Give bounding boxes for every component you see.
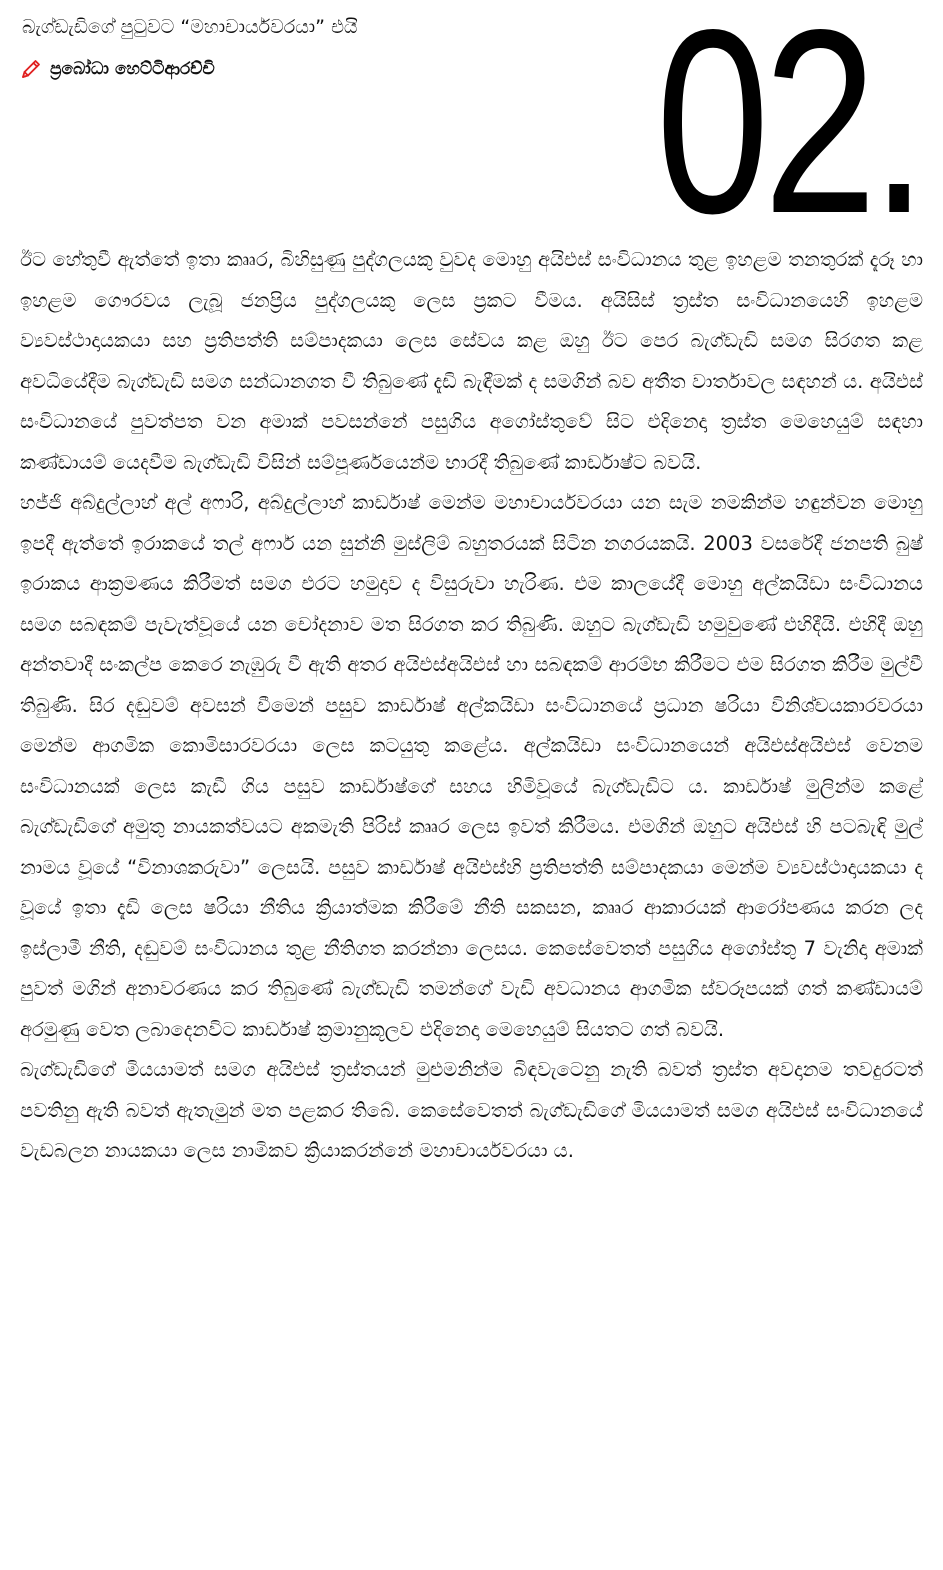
- article-paragraph: බැග්ඩැඩිගේ මියයාමත් සමග අයිඑස් ත්‍රස්තයන් මුළුමනින්ම බිඳවැටෙනු නැති බවත් ත්‍රස්ත අවදානම තවදුරටත් පවතිනු ඇති බවත් ඇතැමුන් මත පළකර තිබේ. කෙසේවෙතත් බැග්ඩැඩිගේ මියයාමත් සමග අයිඑස් සංවිධානයේ වැඩබලන නායකයා ලෙස නාමිකව ක්‍රියාකරන්නේ මහාචාර්යවරයා ය.: [20, 1058, 923, 1162]
- author-name: ප්‍රබෝධා හෙට්ටිආරච්චි: [50, 59, 215, 79]
- article-number: 02.: [655, 0, 921, 268]
- pencil-icon: [20, 58, 42, 80]
- article-paragraph: ඊට හේතුවී ඇත්තේ ඉතා කෲර, බිහිසුණු පුද්ගලයකු වුවද මොහු අයිඑස් සංවිධානය තුළ ඉහළම තනතුරක් දැරූ හා ඉහළම ගෞරවය ලැබූ ජනප්‍රිය පුද්ගලයකු ලෙස ප්‍රකට වීමය. අයිසිස් ත්‍රස්ත සංවිධානයෙහි ඉහළම ව්‍යවස්ථාදායකයා සහ ප්‍රතිපත්ති සම්පාදකයා ලෙස සේවය කළ ඔහු ඊට පෙර බැග්ඩැඩි සමග සිරගත කළ අවධියේදීම බැග්ඩැඩි සමග සන්ධානගත වී තිබුණේ දැඩි බැඳීමක් ද සමගින් බව අතීත වාර්තාවල සඳහන් ය. අයිඑස් සංවිධානයේ පුවත්පත වන අමාක් පවසන්නේ පසුගිය අගෝස්තුවේ සිට එදිනෙදා ත්‍රස්ත මෙහෙයුම් සඳහා කණ්ඩායම් යෙදවීම බැග්ඩැඩි විසින් සම්පූර්ණයෙන්ම භාරදී තිබුණේ කාර්ඩාෂ්ට බවයි.: [20, 248, 923, 474]
- article-body: [20, 240, 923, 1560]
- article-subtitle: බැග්ඩැඩිගේ පුටුවට “මහාචාර්යවරයා” එයි: [22, 16, 358, 38]
- article-paragraph: හජ්ජි අබ්දුල්ලාහ් අල් අෆාරි, අබ්දුල්ලාහ් කාර්ඩාෂ් මෙන්ම මහාචාර්යවරයා යන සැම නමකින්ම හඳුන්වන මොහු ඉපදී ඇත්තේ ඉරාකයේ තල් අෆාර් යන සුන්නි මුස්ලිම් බහුතරයක් සිටින නගරයකයි. 2003 වසරේදී ජනපති බුෂ් ඉරාකය ආක්‍රමණය කිරීමත් සමග එරට හමුදාව ද විසුරුවා හැරිණ. එම කාලයේදී මොහු අල්කයිඩා සංවිධානය සමග සබඳකම් පැවැත්වූයේ යන චෝදනාව මත සිරගත කර තිබුණි. ඔහුට බැග්ඩැඩි හමුවුණේ එහිදීයි. එහිදී ඔහු අන්තවාදී සංකල්ප කෙරෙ නැඹුරු වී ඇති අතර අයිඑස්අයිඑස් හා සබඳකම් ආරම්භ කිරීමට එම සිරගත කිරීම මුල්වී තිබුණි. සිර දඬුවම් අවසන් වීමෙන් පසුව කාර්ඩාෂ් අල්කයිඩා සංවිධානයේ ප්‍රධාන ෂරියා විනිශ්චයකාරවරයා මෙන්ම ආගමික කොමිසාරවරයා ලෙස කටයුතු කළේය. අල්කයිඩා සංවිධානයෙන් අයිඑස්අයිඑස් වෙනම සංවිධානයක් ලෙස කැඩී ගිය පසුව කාර්ඩාෂ්ගේ සහය හිමිවූයේ බැග්ඩැඩිට ය. කාර්ඩාෂ් මුලින්ම කළේ බැග්ඩැඩිගේ අමුතු නායකත්වයට අකමැති පිරිස් කෲර ලෙස ඉවත් කිරීමය. එමගින් ඔහුට අයිඑස් හි පටබැඳි මුල් නාමය වූයේ “විනාශකරුවා” ලෙසයි. පසුව කාර්ඩාෂ් අයිඑස්හි ප්‍රතිපත්ති සම්පාදකයා මෙන්ම ව්‍යවස්ථාදායකයා ද වූයේ ඉතා දැඩි ලෙස ෂරියා නීතිය ක්‍රියාත්මක කිරීමේ නීති සකසන, කෲර ආකාරයක් ආරෝපණය කරන ලද ඉස්ලාමී නීති, දඬුවම් සංවිධානය තුළ නීතිගත කරන්නා ලෙසය. කෙසේවෙතත් පසුගිය අගෝස්තු 7 වැනිදා අමාක් පුවත් මගින් අනාවරණය කර තිබුණේ බැග්ඩැඩි තමන්ගේ වැඩි අවධානය ආගමික ස්වරූපයක් ගත් කණ්ඩායම් අරමුණු වෙත ලබාදෙනවිට කාර්ඩාෂ් ක්‍රමානුකූලව එදිනෙදා මෙහෙයුම් සියතට ගත් බවයි.: [20, 491, 923, 1041]
- byline: [20, 56, 215, 82]
